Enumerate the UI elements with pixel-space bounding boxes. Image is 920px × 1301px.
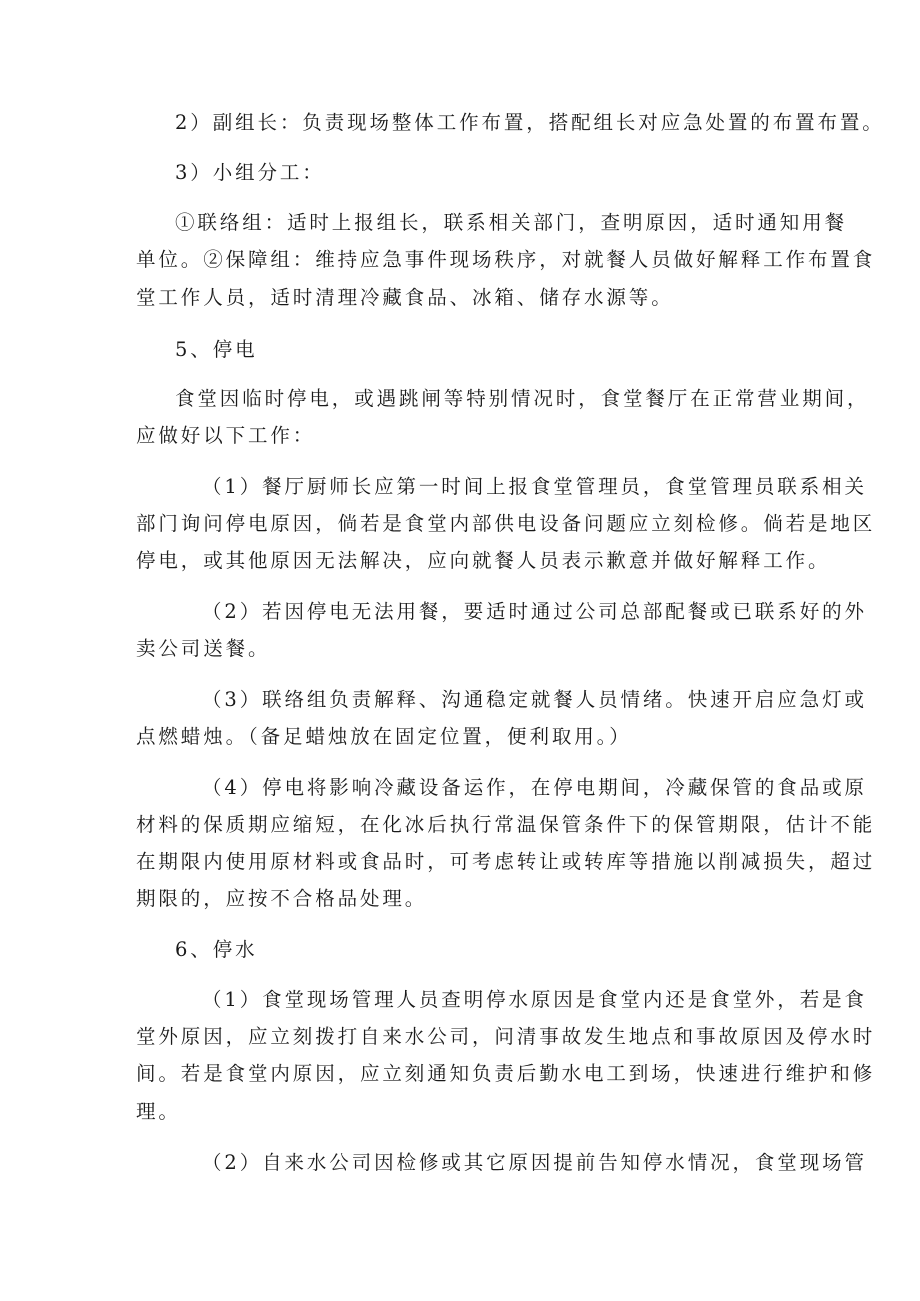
text-line: 间。若是食堂内原因，应立刻通知负责后勤水电工到场，快速进行维护和修	[136, 1062, 876, 1085]
text-line: 停电，或其他原因无法解决，应向就餐人员表示歉意并做好解释工作。	[136, 549, 831, 572]
text-line: （4）停电将影响冷藏设备运作，在停电期间，冷藏保管的食品或原	[202, 776, 867, 799]
text-line: ①联络组：适时上报组长，联系相关部门，查明原因，适时通知用餐	[175, 211, 848, 234]
text-line: 期限的，应按不合格品处理。	[136, 887, 428, 910]
text-line: 堂工作人员，适时清理冷藏食品、冰箱、储存水源等。	[136, 286, 674, 309]
text-line: 堂外原因，应立刻拨打自来水公司，问清事故发生地点和事故原因及停水时	[136, 1025, 876, 1048]
text-line: （2）若因停电无法用餐，要适时通过公司总部配餐或已联系好的外	[202, 600, 867, 623]
text-line: 2）副组长：负责现场整体工作布置，搭配组长对应急处置的布置布置。	[175, 111, 885, 134]
text-line: 部门询问停电原因，倘若是食堂内部供电设备问题应立刻检修。倘若是地区	[136, 512, 876, 535]
text-line: 在期限内使用原材料或食品时，可考虑转让或转库等措施以削减损失，超过	[136, 850, 876, 873]
text-line: （1）餐厅厨师长应第一时间上报食堂管理员，食堂管理员联系相关	[202, 475, 867, 498]
text-line: 应做好以下工作：	[136, 424, 316, 447]
text-line: 理。	[136, 1100, 181, 1123]
text-line: 3）小组分工：	[175, 161, 325, 184]
section-heading: 6、停水	[175, 938, 258, 961]
text-line: 单位。②保障组：维持应急事件现场秩序，对就餐人员做好解释工作布置食	[136, 248, 876, 271]
text-line: 材料的保质期应缩短，在化冰后执行常温保管条件下的保管期限，估计不能	[136, 813, 876, 836]
text-line: （1）食堂现场管理人员查明停水原因是食堂内还是食堂外，若是食	[202, 988, 867, 1011]
text-line: （3）联络组负责解释、沟通稳定就餐人员情绪。快速开启应急灯或	[202, 688, 867, 711]
text-line: （2）自来水公司因检修或其它原因提前告知停水情况，食堂现场管	[202, 1151, 867, 1174]
text-line: 食堂因临时停电，或遇跳闸等特别情况时，食堂餐厅在正常营业期间，	[175, 387, 870, 410]
section-heading: 5、停电	[175, 338, 258, 361]
text-line: 卖公司送餐。	[136, 637, 271, 660]
text-line: 点燃蜡烛。（备足蜡烛放在固定位置，便利取用。）	[136, 725, 632, 748]
